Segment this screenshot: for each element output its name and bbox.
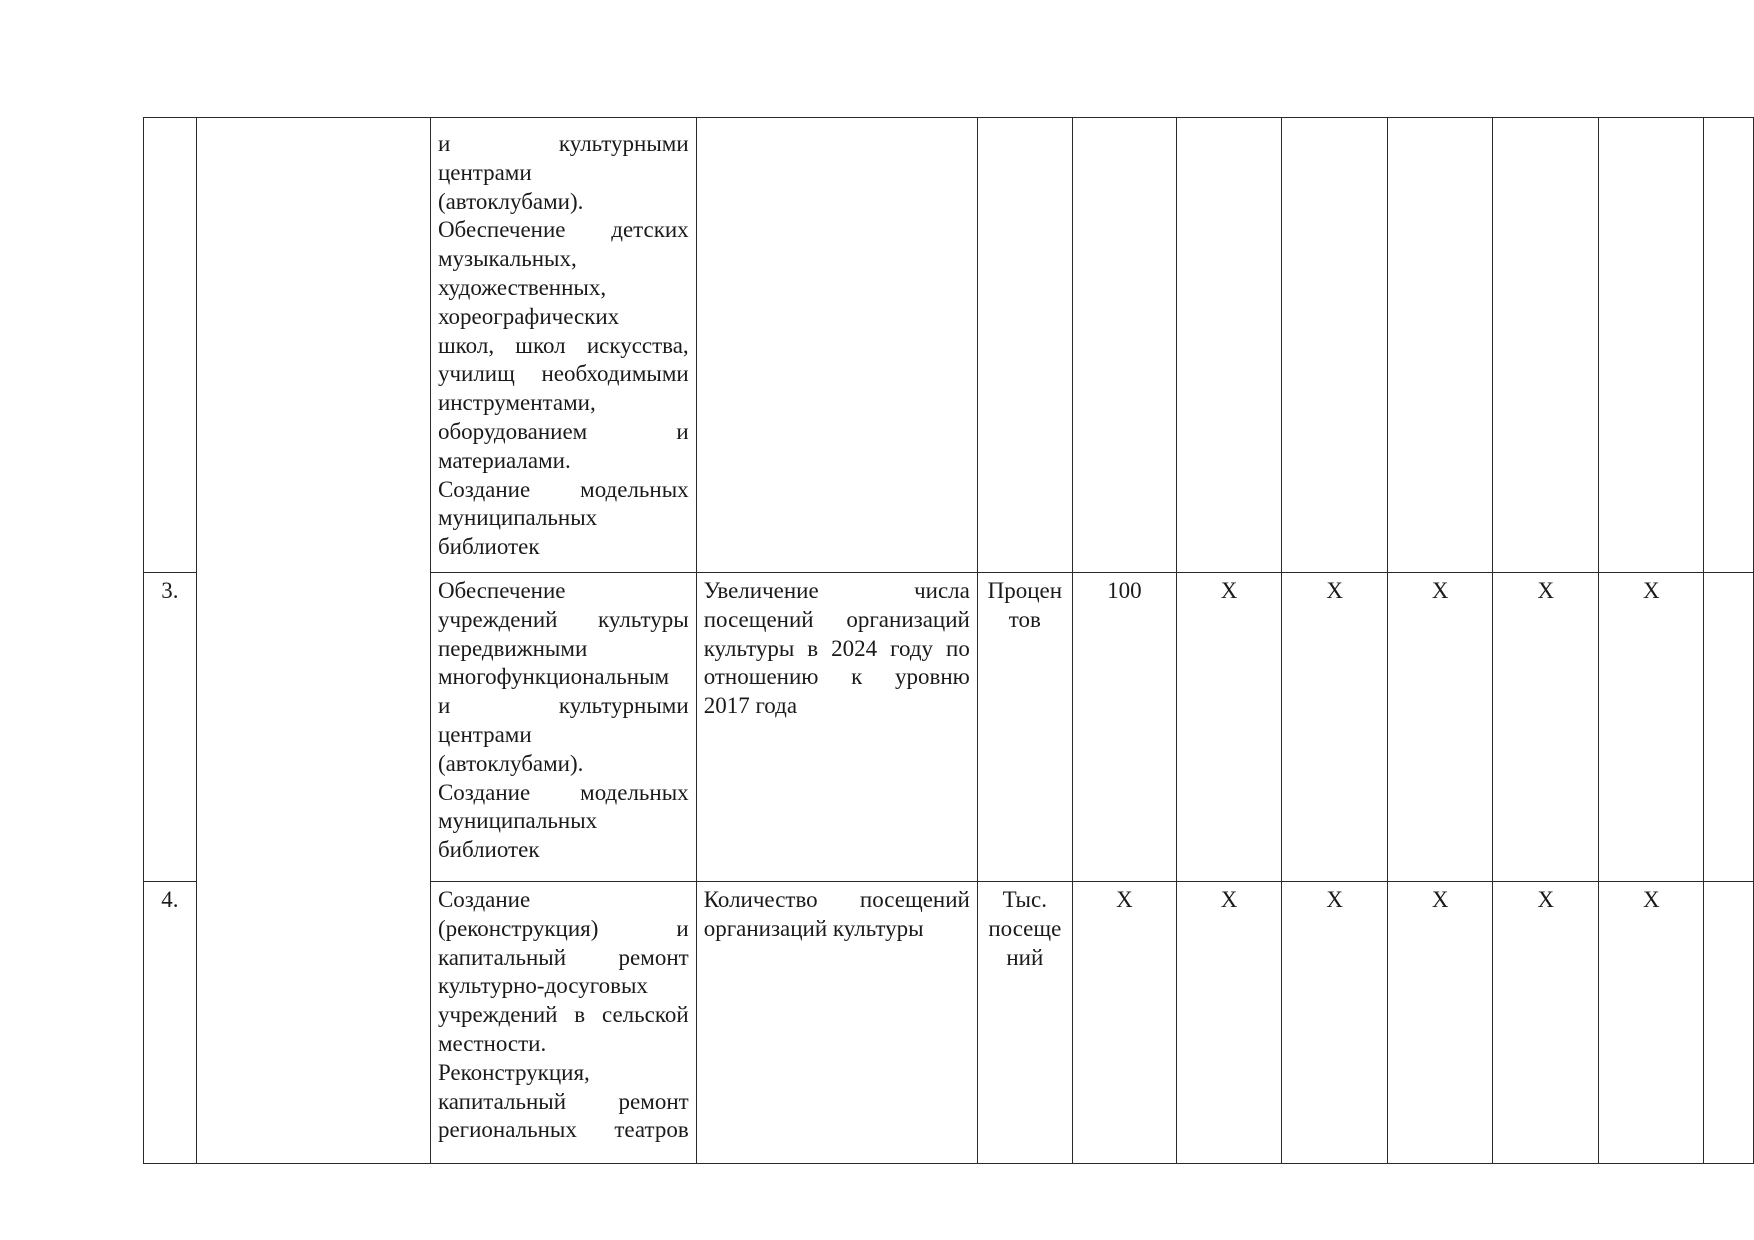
unit-cell <box>977 882 1072 1164</box>
value-cell <box>1704 118 1754 573</box>
cell-text-line: Обеспечение детских <box>437 217 689 243</box>
cell-text-line: (автоклубами). <box>437 750 584 776</box>
cell-text-line: Количество посещений <box>703 887 970 912</box>
activity-cell <box>430 573 696 882</box>
value-cell <box>1599 118 1704 573</box>
cell-text-line: муниципальных <box>437 505 598 531</box>
value-cell: X <box>1599 573 1704 882</box>
value-cell: X <box>1599 882 1704 1164</box>
cell-text-line: местности. <box>437 1030 547 1056</box>
value-cell <box>1388 118 1493 573</box>
cell-text-line: музыкальных, <box>437 246 577 272</box>
cell-text-line: посеще <box>988 915 1062 941</box>
activity-cell <box>430 118 696 573</box>
cell-text-line: материалами. <box>437 447 571 473</box>
value-cell: 100 <box>1072 573 1176 882</box>
value-cell <box>1282 118 1388 573</box>
cell-text-line: капитальный ремонт <box>437 1088 689 1114</box>
indicators-table <box>143 117 1754 1164</box>
value-cell <box>1493 118 1599 573</box>
row-number-cell: 3. <box>144 573 197 882</box>
cell-text-line: центрами <box>437 721 532 747</box>
value-cell <box>1072 118 1176 573</box>
cell-text-line: Создание модельных <box>437 476 689 502</box>
cell-text-line: Тыс. <box>1002 887 1047 912</box>
value-cell: X <box>1388 882 1493 1164</box>
indicator-cell <box>696 118 977 573</box>
value-cell: X <box>1282 573 1388 882</box>
cell-text-line: капитальный ремонт <box>437 944 689 970</box>
cell-text-line: многофункциональным <box>437 664 670 690</box>
cell-text-line: региональных театров <box>437 1117 689 1143</box>
cell-text-line: учреждений культуры <box>437 606 689 632</box>
cell-text-line: ний <box>1006 944 1044 970</box>
cell-text-line: инструментами, <box>437 390 596 416</box>
cell-text-line: Создание модельных <box>437 779 689 805</box>
value-cell: X <box>1388 573 1493 882</box>
cell-text-line: Процен <box>987 578 1063 603</box>
value-cell <box>1177 118 1282 573</box>
value-cell: X <box>1282 882 1388 1164</box>
indicator-cell <box>696 573 977 882</box>
cell-text-line: библиотек <box>437 837 540 863</box>
cell-text-line: художественных, <box>437 274 607 300</box>
cell-text-line: центрами <box>437 159 532 185</box>
cell-text-line: передвижными <box>437 635 588 661</box>
cell-text-line: хореографических <box>437 303 620 329</box>
table-body <box>144 118 1754 1164</box>
value-cell: X <box>1072 882 1176 1164</box>
cell-text-line: Увеличение числа <box>703 578 970 603</box>
activity-cell <box>430 882 696 1164</box>
cell-text-line: отношению к уровню <box>703 664 970 690</box>
cell-text-line: тов <box>1008 606 1041 632</box>
value-cell: X <box>1493 882 1599 1164</box>
cell-text-line: и культурными <box>437 131 689 156</box>
value-cell: X <box>1493 573 1599 882</box>
cell-text-line: (реконструкция) и <box>437 915 689 941</box>
cell-text-line: учреждений в сельской <box>437 1002 689 1028</box>
row-number-cell: 4. <box>144 882 197 1164</box>
value-cell: X <box>1177 882 1282 1164</box>
cell-text-line: посещений организаций <box>703 606 970 632</box>
merged-empty-cell <box>196 118 430 1164</box>
cell-text-line: муниципальных <box>437 808 598 834</box>
value-cell <box>1704 573 1754 882</box>
cell-text-line: училищ необходимыми <box>437 361 689 387</box>
table-row <box>144 118 1754 573</box>
cell-text-line: библиотек <box>437 534 540 560</box>
cell-text-line: и культурными <box>437 693 689 719</box>
cell-text-line: Создание <box>437 887 531 912</box>
value-cell <box>1704 882 1754 1164</box>
unit-cell <box>977 118 1072 573</box>
cell-text-line: культурно-досуговых <box>437 973 648 999</box>
cell-text-line: школ, школ искусства, <box>437 332 689 358</box>
cell-text-line: Реконструкция, <box>437 1059 590 1085</box>
cell-text-line: организаций культуры <box>703 915 924 941</box>
cell-text-line: (автоклубами). <box>437 188 584 214</box>
cell-text-line: Обеспечение <box>437 578 566 603</box>
cell-text-line: 2017 года <box>703 693 798 719</box>
row-number-cell <box>144 118 197 573</box>
cell-text-line: оборудованием и <box>437 418 689 444</box>
indicator-cell <box>696 882 977 1164</box>
cell-text-line: культуры в 2024 году по <box>703 635 970 661</box>
value-cell: X <box>1177 573 1282 882</box>
unit-cell <box>977 573 1072 882</box>
